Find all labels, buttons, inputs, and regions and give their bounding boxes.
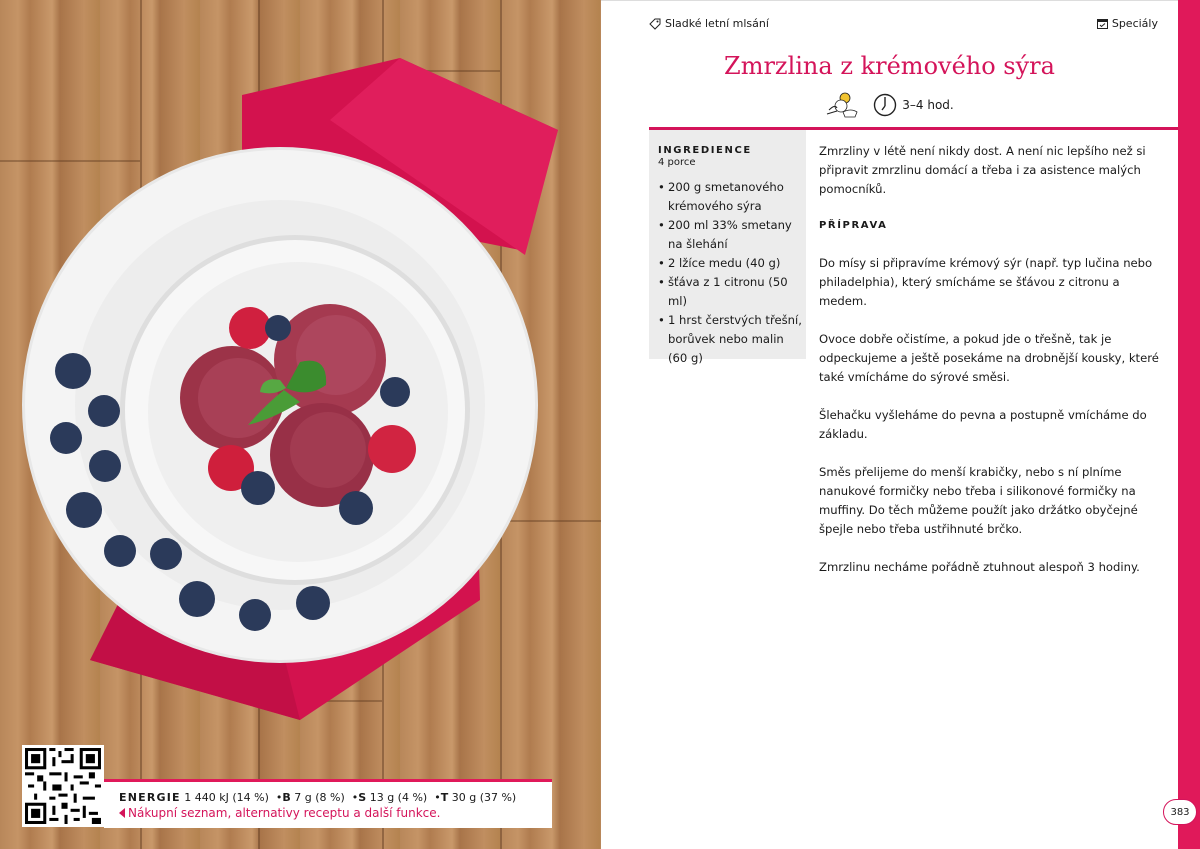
recipe-meta xyxy=(601,92,1178,118)
prep-time xyxy=(873,93,953,117)
ingredient-item: • 200 g smetanového krémového sýra xyxy=(658,178,806,216)
method-step: Ovoce dobře očistíme, a pokud jde o třešně, tak je odpeckujeme a ještě posekáme na drobnější kousky, které také vmícháme do sýrové směsi. xyxy=(819,332,1159,384)
qr-code[interactable] xyxy=(22,745,104,827)
ingredients-panel xyxy=(649,130,806,365)
shopping-list-link-text: Nákupní seznam, alternativy receptu a další funkce. xyxy=(128,806,441,820)
section-label xyxy=(1097,17,1158,30)
tag-icon xyxy=(649,18,661,30)
protein-label: B xyxy=(282,791,291,804)
nutrition-values: ENERGIE 1 440 kJ (14 %) •B 7 g (8 %) •S 13 g (4 %) •T 30 g (37 %) xyxy=(119,791,517,804)
page-edge-bar xyxy=(1178,0,1200,849)
ingredient-item: • šťáva z 1 citronu (50 ml) xyxy=(658,273,806,311)
ingredients-heading: INGREDIENCE xyxy=(658,145,752,156)
ingredient-item: • 200 ml 33% smetany na šlehání xyxy=(658,216,806,254)
shopping-list-link[interactable] xyxy=(119,806,552,820)
top-rule xyxy=(601,0,1178,1)
fat-label: T xyxy=(440,791,449,804)
method-section xyxy=(819,142,1164,596)
protein-value: 7 g (8 %) xyxy=(294,791,345,804)
portions: 4 porce xyxy=(658,157,696,168)
prep-time-text: 3–4 hod. xyxy=(902,98,954,112)
category-label xyxy=(649,17,769,30)
category-text: Sladké letní mlsání xyxy=(665,17,769,30)
ingredients-list xyxy=(658,178,806,368)
section-text: Speciály xyxy=(1111,17,1158,30)
calendar-icon xyxy=(1097,18,1108,29)
carb-value: 13 g (4 %) xyxy=(369,791,428,804)
recipe-intro: Zmrzliny v létě není nikdy dost. A není nic lepšího než si připravit zmrzlinu domácí a třeba i za asistence malých pomocníků. xyxy=(819,144,1146,196)
ingredient-item: • 1 hrst čerstvých třešní, borůvek nebo malin (60 g) xyxy=(658,311,806,368)
triangle-left-icon xyxy=(119,808,125,818)
recipe-title: Zmrzlina z krémového sýra xyxy=(724,52,1055,80)
page-number: 383 xyxy=(1163,799,1197,825)
method-step: Směs přelijeme do menší krabičky, nebo s ní plníme nanukové formičky nebo třeba i silikonové formičky na muffiny. Do těch můžeme použít jako držátko obyčejné špejle nebo třeba ustřihnuté brčko. xyxy=(819,465,1138,536)
chef-difficulty-icon xyxy=(825,92,861,118)
nutrition-box xyxy=(104,779,552,828)
method-step: Do mísy si připravíme krémový sýr (např. typ lučina nebo philadelphia), který smícháme se šťávou z citronu a medem. xyxy=(819,256,1153,308)
method-heading: PŘÍPRAVA xyxy=(819,220,888,231)
method-step: Zmrzlinu necháme pořádně ztuhnout alespoň 3 hodiny. xyxy=(819,560,1140,574)
energy-label: ENERGIE xyxy=(119,791,181,804)
clock-icon xyxy=(873,93,897,117)
qr-code-icon xyxy=(25,748,101,824)
energy-value: 1 440 kJ (14 %) xyxy=(184,791,269,804)
ingredient-item: • 2 lžíce medu (40 g) xyxy=(658,254,806,273)
fat-value: 30 g (37 %) xyxy=(451,791,517,804)
recipe-text-page xyxy=(601,0,1200,849)
carb-label: S xyxy=(358,791,367,804)
method-step: Šlehačku vyšleháme do pevna a postupně vmícháme do základu. xyxy=(819,408,1147,441)
